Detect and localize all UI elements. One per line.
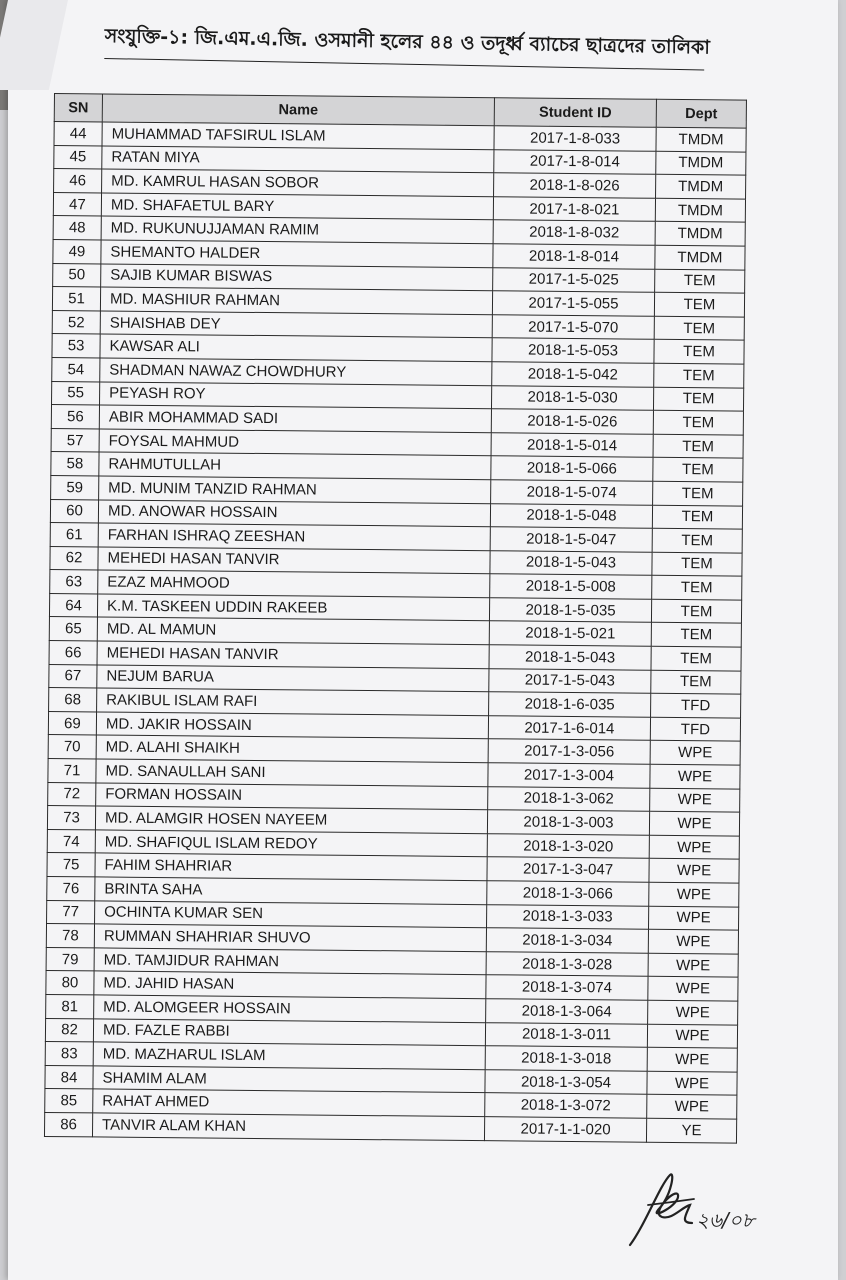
- row-sn: 64: [49, 593, 97, 617]
- underlying-sheet: [0, 0, 68, 90]
- row-sn: 76: [47, 876, 95, 900]
- row-sn: 81: [46, 994, 94, 1018]
- row-dept: WPE: [648, 906, 738, 930]
- row-name: MEHEDI HASAN TANVIR: [98, 547, 490, 574]
- row-name: RATAN MIYA: [102, 146, 494, 173]
- row-student-id: 2018-1-3-054: [485, 1069, 647, 1094]
- row-name: MD. SHAFIQUL ISLAM REDOY: [95, 830, 487, 857]
- row-student-id: 2018-1-3-066: [487, 881, 649, 906]
- row-sn: 45: [54, 145, 102, 169]
- row-sn: 47: [53, 192, 101, 216]
- row-student-id: 2018-1-3-064: [486, 999, 648, 1024]
- row-student-id: 2018-1-5-008: [490, 574, 652, 599]
- row-sn: 71: [48, 759, 96, 783]
- row-student-id: 2017-1-5-043: [489, 668, 651, 693]
- row-student-id: 2017-1-3-004: [488, 763, 650, 788]
- signature-date: ২৬/০৮: [696, 1208, 755, 1232]
- row-sn: 58: [51, 452, 99, 476]
- row-student-id: 2017-1-8-021: [493, 197, 655, 222]
- row-name: MD. MASHIUR RAHMAN: [100, 287, 492, 314]
- row-sn: 55: [52, 381, 100, 405]
- row-dept: TEM: [651, 646, 741, 670]
- row-name: SHEMANTO HALDER: [101, 240, 493, 267]
- row-dept: TEM: [653, 434, 743, 458]
- row-dept: WPE: [650, 741, 740, 765]
- row-student-id: 2018-1-3-033: [487, 904, 649, 929]
- row-name: KAWSAR ALI: [100, 334, 492, 361]
- row-name: RAHMUTULLAH: [99, 452, 491, 479]
- row-dept: WPE: [647, 1071, 737, 1095]
- document-heading: সংযুক্তি-১: জি.এম.এ.জি. ওসমানী হলের ৪৪ ও তদূর্ধ্ব ব্যাচের ছাত্রদের তালিকা: [104, 22, 705, 71]
- row-student-id: 2018-1-3-034: [486, 928, 648, 953]
- row-name: TANVIR ALAM KHAN: [92, 1113, 484, 1140]
- row-sn: 84: [45, 1065, 93, 1089]
- row-dept: TEM: [653, 481, 743, 505]
- row-student-id: 2018-1-5-021: [489, 621, 651, 646]
- row-name: SAJIB KUMAR BISWAS: [101, 264, 493, 291]
- row-sn: 44: [54, 122, 102, 146]
- row-sn: 82: [45, 1018, 93, 1042]
- row-dept: TEM: [654, 316, 744, 340]
- row-dept: TMDM: [656, 127, 746, 151]
- row-sn: 66: [49, 641, 97, 665]
- row-student-id: 2018-1-3-074: [486, 975, 648, 1000]
- row-name: NEJUM BARUA: [97, 665, 489, 692]
- row-student-id: 2018-1-3-011: [485, 1022, 647, 1047]
- row-student-id: 2018-1-8-026: [494, 173, 656, 198]
- row-name: SHADMAN NAWAZ CHOWDHURY: [100, 358, 492, 385]
- row-name: OCHINTA KUMAR SEN: [95, 901, 487, 928]
- row-student-id: 2018-1-5-074: [491, 480, 653, 505]
- row-dept: WPE: [649, 859, 739, 883]
- header-student-id: Student ID: [494, 98, 656, 128]
- row-sn: 75: [47, 853, 95, 877]
- row-name: MD. JAKIR HOSSAIN: [96, 712, 488, 739]
- row-name: PEYASH ROY: [100, 381, 492, 408]
- row-dept: TMDM: [655, 245, 745, 269]
- row-dept: TMDM: [656, 174, 746, 198]
- row-student-id: 2018-1-5-043: [490, 550, 652, 575]
- row-student-id: 2018-1-3-018: [485, 1046, 647, 1071]
- row-name: BRINTA SAHA: [95, 877, 487, 904]
- row-sn: 53: [52, 334, 100, 358]
- row-name: MD. TAMJIDUR RAHMAN: [94, 948, 486, 975]
- row-sn: 80: [46, 971, 94, 995]
- row-dept: TEM: [652, 505, 742, 529]
- row-sn: 60: [50, 499, 98, 523]
- row-student-id: 2018-1-5-066: [491, 456, 653, 481]
- row-sn: 46: [54, 169, 102, 193]
- row-name: MD. MUNIM TANZID RAHMAN: [99, 476, 491, 503]
- row-name: MD. ALOMGEER HOSSAIN: [94, 995, 486, 1022]
- row-name: RUMMAN SHAHRIAR SHUVO: [94, 924, 486, 951]
- row-dept: TEM: [655, 269, 745, 293]
- row-dept: WPE: [648, 953, 738, 977]
- row-sn: 54: [52, 357, 100, 381]
- row-name: MD. ALAMGIR HOSEN NAYEEM: [95, 806, 487, 833]
- row-dept: TEM: [652, 576, 742, 600]
- row-student-id: 2017-1-5-025: [493, 267, 655, 292]
- row-sn: 73: [47, 806, 95, 830]
- row-dept: TEM: [654, 292, 744, 316]
- row-dept: WPE: [649, 835, 739, 859]
- row-name: MD. RUKUNUJJAMAN RAMIM: [101, 216, 493, 243]
- row-name: FAHIM SHAHRIAR: [95, 853, 487, 880]
- row-student-id: 2017-1-8-014: [494, 149, 656, 174]
- row-sn: 70: [48, 735, 96, 759]
- row-dept: WPE: [650, 788, 740, 812]
- row-name: MEHEDI HASAN TANVIR: [97, 641, 489, 668]
- row-student-id: 2018-1-5-042: [492, 362, 654, 387]
- row-student-id: 2018-1-3-020: [487, 834, 649, 859]
- row-dept: WPE: [649, 811, 739, 835]
- row-sn: 68: [49, 688, 97, 712]
- row-sn: 48: [53, 216, 101, 240]
- row-student-id: 2018-1-3-003: [487, 810, 649, 835]
- row-sn: 49: [53, 239, 101, 263]
- row-sn: 86: [44, 1112, 92, 1136]
- row-name: MD. JAHID HASAN: [94, 971, 486, 998]
- row-student-id: 2018-1-5-026: [491, 409, 653, 434]
- row-sn: 59: [51, 475, 99, 499]
- row-dept: TEM: [651, 599, 741, 623]
- row-name: K.M. TASKEEN UDDIN RAKEEB: [97, 594, 489, 621]
- row-student-id: 2018-1-5-047: [490, 527, 652, 552]
- row-dept: TMDM: [655, 198, 745, 222]
- row-dept: TEM: [653, 387, 743, 411]
- row-sn: 52: [52, 310, 100, 334]
- row-student-id: 2018-1-5-014: [491, 432, 653, 457]
- row-name: RAKIBUL ISLAM RAFI: [97, 688, 489, 715]
- student-table: [44, 93, 747, 1143]
- row-dept: TFD: [650, 717, 740, 741]
- row-dept: TEM: [652, 552, 742, 576]
- row-sn: 85: [45, 1089, 93, 1113]
- row-name: MD. MAZHARUL ISLAM: [93, 1042, 485, 1069]
- row-dept: TEM: [653, 458, 743, 482]
- row-sn: 78: [46, 924, 94, 948]
- row-sn: 51: [52, 287, 100, 311]
- row-dept: TEM: [652, 528, 742, 552]
- row-dept: TEM: [653, 410, 743, 434]
- row-student-id: 2017-1-3-047: [487, 857, 649, 882]
- row-student-id: 2018-1-5-053: [492, 338, 654, 363]
- row-student-id: 2017-1-8-033: [494, 126, 656, 151]
- handwritten-signature: [620, 1165, 760, 1255]
- row-dept: WPE: [648, 1000, 738, 1024]
- row-dept: WPE: [647, 1024, 737, 1048]
- row-name: FORMAN HOSSAIN: [96, 783, 488, 810]
- row-name: FARHAN ISHRAQ ZEESHAN: [98, 523, 490, 550]
- row-sn: 57: [51, 428, 99, 452]
- row-name: SHAMIM ALAM: [93, 1066, 485, 1093]
- row-dept: TEM: [651, 670, 741, 694]
- header-name: Name: [102, 94, 494, 126]
- row-name: MD. SHAFAETUL BARY: [101, 193, 493, 220]
- row-student-id: 2018-1-5-048: [490, 503, 652, 528]
- row-sn: 69: [48, 711, 96, 735]
- row-student-id: 2018-1-8-014: [493, 244, 655, 269]
- row-name: SHAISHAB DEY: [100, 311, 492, 338]
- row-sn: 83: [45, 1042, 93, 1066]
- row-name: MUHAMMAD TAFSIRUL ISLAM: [102, 122, 494, 149]
- row-name: MD. ANOWAR HOSSAIN: [98, 499, 490, 526]
- row-student-id: 2018-1-5-030: [491, 385, 653, 410]
- header-sn: SN: [54, 94, 102, 122]
- row-student-id: 2018-1-5-043: [489, 645, 651, 670]
- row-student-id: 2017-1-3-056: [488, 739, 650, 764]
- row-student-id: 2018-1-8-032: [493, 220, 655, 245]
- row-sn: 61: [50, 523, 98, 547]
- row-dept: TFD: [651, 694, 741, 718]
- row-dept: WPE: [649, 882, 739, 906]
- row-name: MD. FAZLE RABBI: [93, 1018, 485, 1045]
- row-name: FOYSAL MAHMUD: [99, 429, 491, 456]
- row-name: MD. SANAULLAH SANI: [96, 759, 488, 786]
- row-name: ABIR MOHAMMAD SADI: [99, 405, 491, 432]
- table-body: [44, 122, 746, 1143]
- row-dept: TMDM: [655, 222, 745, 246]
- row-dept: WPE: [647, 1095, 737, 1119]
- row-sn: 74: [47, 829, 95, 853]
- row-sn: 79: [46, 947, 94, 971]
- row-student-id: 2018-1-5-035: [489, 598, 651, 623]
- row-student-id: 2017-1-6-014: [488, 716, 650, 741]
- row-student-id: 2018-1-6-035: [489, 692, 651, 717]
- row-sn: 56: [51, 405, 99, 429]
- student-table-container: [44, 93, 747, 1143]
- row-student-id: 2018-1-3-072: [485, 1093, 647, 1118]
- row-student-id: 2018-1-3-028: [486, 951, 648, 976]
- row-student-id: 2017-1-1-020: [484, 1117, 646, 1142]
- row-name: RAHAT AHMED: [93, 1089, 485, 1116]
- row-dept: TMDM: [656, 151, 746, 175]
- row-sn: 62: [50, 546, 98, 570]
- row-dept: TEM: [654, 340, 744, 364]
- row-name: MD. AL MAMUN: [97, 617, 489, 644]
- row-dept: WPE: [648, 929, 738, 953]
- row-dept: TEM: [651, 623, 741, 647]
- row-student-id: 2017-1-5-070: [492, 314, 654, 339]
- row-sn: 65: [49, 617, 97, 641]
- row-student-id: 2018-1-3-062: [488, 786, 650, 811]
- header-dept: Dept: [656, 99, 746, 128]
- row-name: MD. KAMRUL HASAN SOBOR: [102, 169, 494, 196]
- row-name: EZAZ MAHMOOD: [98, 570, 490, 597]
- row-sn: 72: [48, 782, 96, 806]
- row-dept: WPE: [650, 764, 740, 788]
- row-sn: 67: [49, 664, 97, 688]
- row-sn: 50: [53, 263, 101, 287]
- row-dept: WPE: [647, 1047, 737, 1071]
- row-dept: TEM: [654, 363, 744, 387]
- row-sn: 77: [47, 900, 95, 924]
- row-name: MD. ALAHI SHAIKH: [96, 735, 488, 762]
- row-student-id: 2017-1-5-055: [492, 291, 654, 316]
- row-dept: WPE: [648, 977, 738, 1001]
- row-dept: YE: [646, 1118, 736, 1142]
- row-sn: 63: [50, 570, 98, 594]
